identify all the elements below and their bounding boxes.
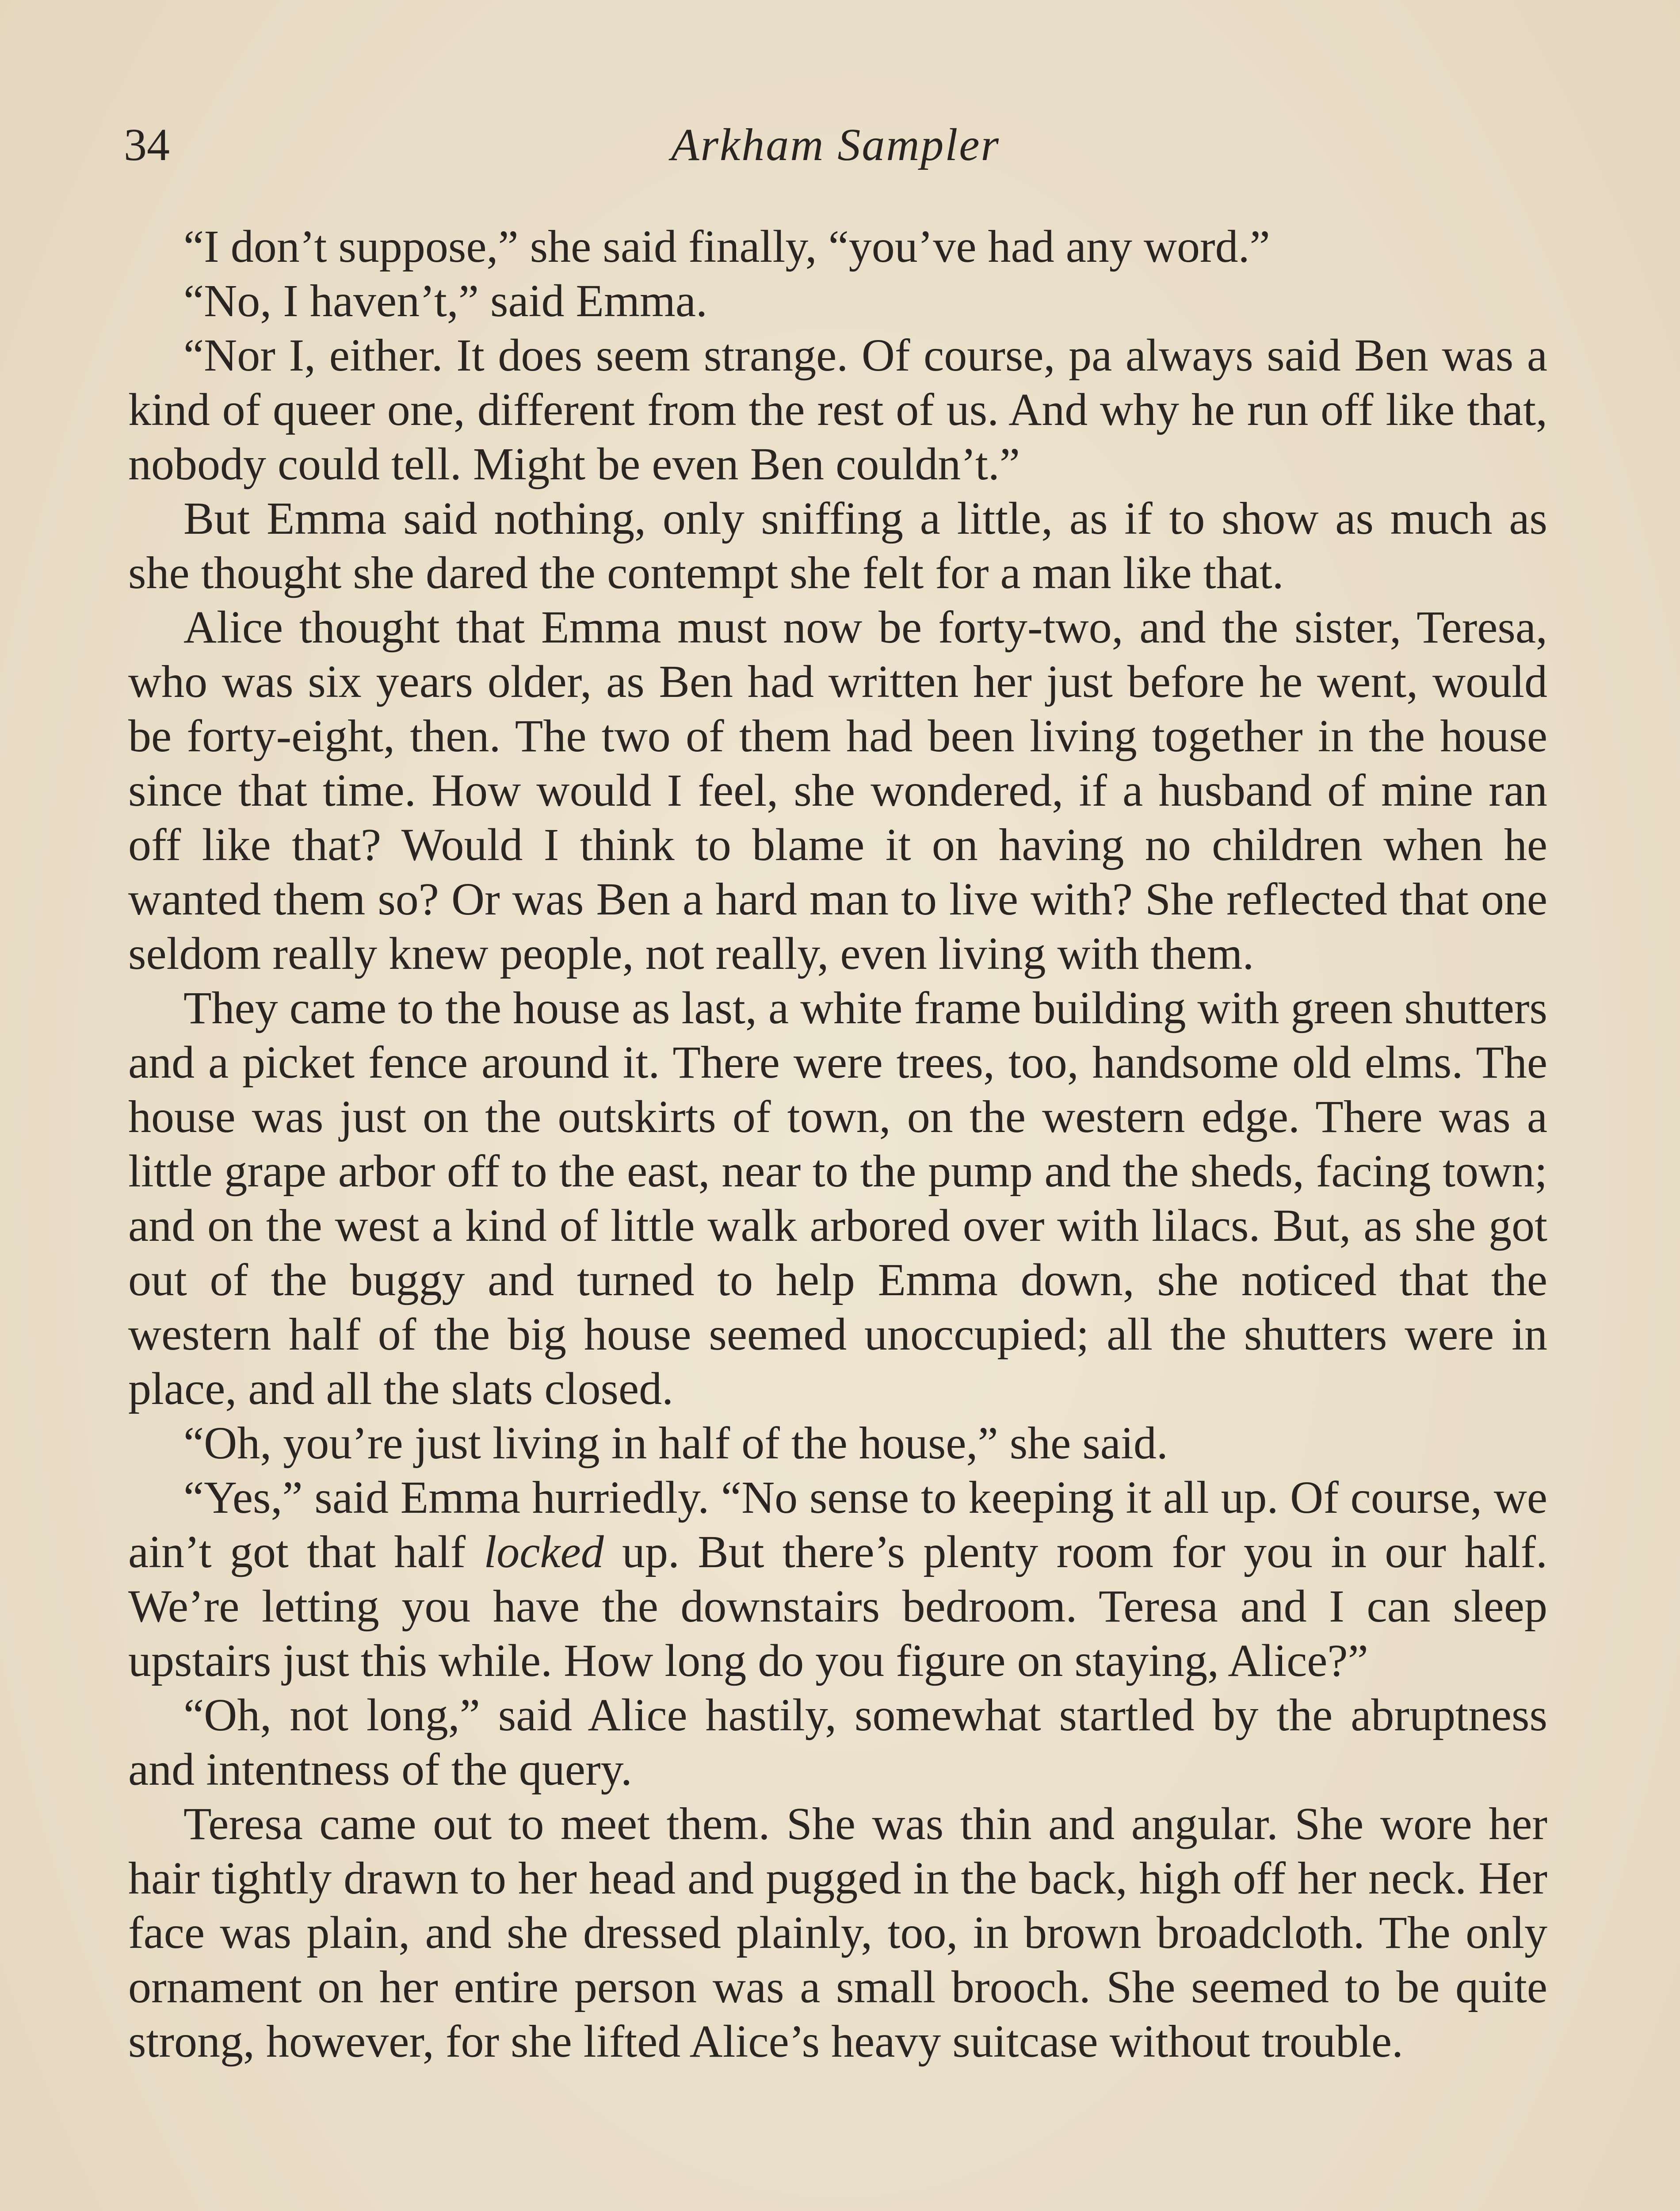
paragraph: “Nor I, either. It does seem strange. Of course, pa always said Ben was a kind of queer one, different from the rest of us. And why he run off like that, nobody could tell. Might be even Ben couldn’t.” <box>128 330 1547 490</box>
paragraph: But Emma said nothing, only sniffing a little, as if to show as much as she thought she dared the contempt she felt for a man like that. <box>128 493 1547 598</box>
paragraph: “Oh, you’re just living in half of the house,” she said. <box>183 1418 1168 1469</box>
paragraph: “I don’t suppose,” she said finally, “you’ve had any word.” <box>183 221 1270 272</box>
paragraph: They came to the house as last, a white frame building with green shutters and a picket fence around it. There were trees, too, handsome old elms. The house was just on the outskirts of town, on the western edge. There was a little grape arbor off to the east, near to the pump and the sheds, facing town; and on the west a kind of little walk arbored over with lilacs. But, as she got out of the buggy and turned to help Emma down, she noticed that the western half of the big house seemed unoccupied; all the shutters were in place, and all the slats closed. <box>128 983 1547 1414</box>
paragraph: Teresa came out to meet them. She was thin and angular. She wore her hair tightly drawn to her head and pugged in the back, high off her neck. Her face was plain, and she dressed plainly, too, in brown broadcloth. The only ornament on her entire person was a small brooch. She seemed to be quite strong, however, for she lifted Alice’s heavy suitcase without trouble. <box>128 1798 1547 2067</box>
paragraph-text: up. But there’s plenty room for you in our half. We’re letting you have the downstairs bedroom. Teresa and I can sleep upstairs just this while. How long do you figure on staying, Alice?” <box>128 1526 1548 1686</box>
emphasized-word: locked <box>484 1526 604 1577</box>
body-text <box>128 219 1547 2069</box>
paragraph-text: “Yes,” said Emma hurriedly. “No sense to keeping it all up. Of course, we ain’t got that half <box>128 1472 1547 1577</box>
page-number: 34 <box>124 119 170 170</box>
paragraph: Alice thought that Emma must now be forty-two, and the sister, Teresa, who was six years older, as Ben had written her just before he went, would be forty-eight, then. The two of them had been living together in the house since that time. How would I feel, she wondered, if a husband of mine ran off like that? Would I think to blame it on having no children when he wanted them so? Or was Ben a hard man to live with? She reflected that one seldom really knew people, not really, even living with them. <box>128 602 1547 979</box>
paragraph: “No, I haven’t,” said Emma. <box>183 275 708 326</box>
book-title: Arkham Sampler <box>671 119 1000 170</box>
running-head <box>124 110 1547 180</box>
paragraph <box>128 1470 1547 1688</box>
paragraph: “Oh, not long,” said Alice hastily, somewhat startled by the abruptness and intentness of the query. <box>128 1690 1547 1795</box>
